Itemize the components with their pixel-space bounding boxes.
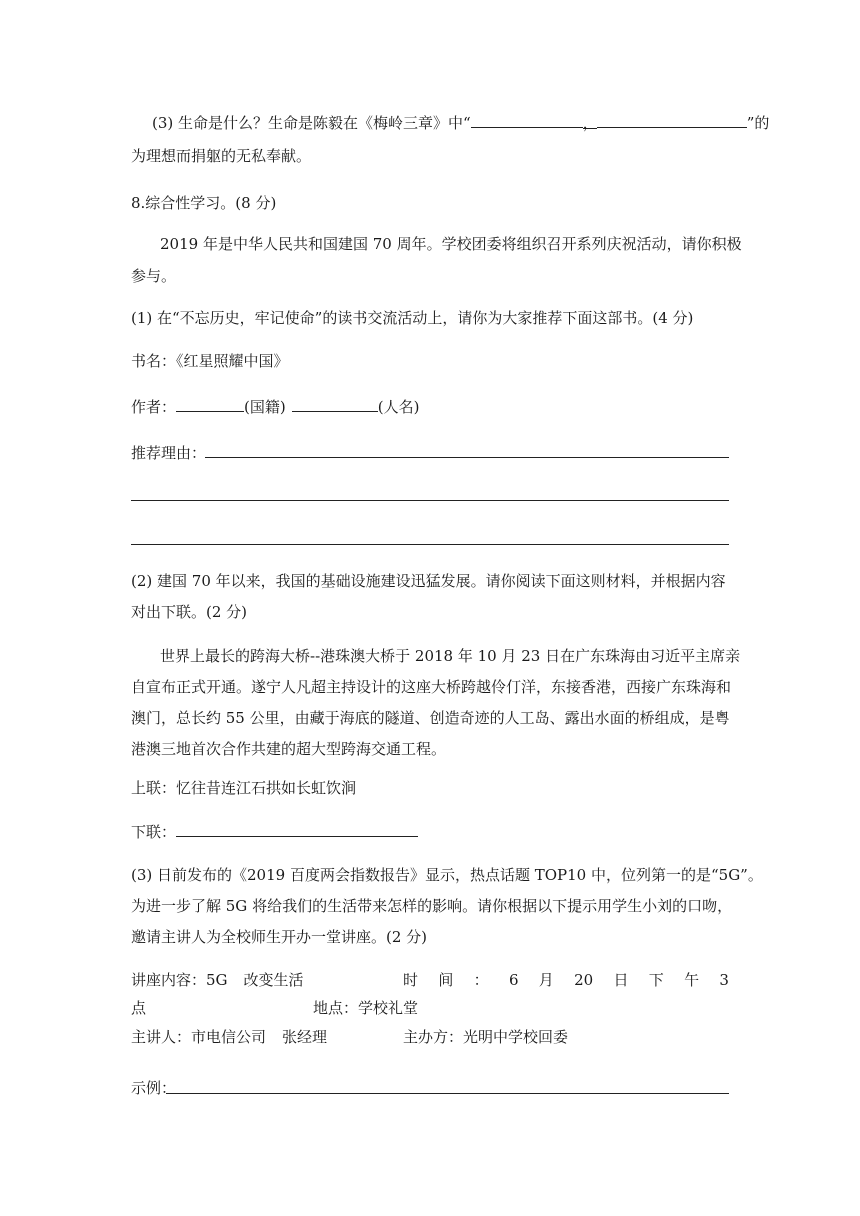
lower-couplet-blank[interactable] bbox=[176, 821, 418, 837]
time-token: 3 bbox=[719, 971, 729, 989]
time-token: 时 bbox=[403, 971, 419, 989]
time-token: 下 bbox=[648, 971, 664, 989]
q8-part3-prompt-line1: (3) 日前发布的《2019 百度两会指数报告》显示，热点话题 TOP10 中，位列第一的是“5G”。 bbox=[131, 866, 763, 884]
reason-label: 推荐理由： bbox=[131, 444, 207, 462]
passage-line2: 自宣布正式开通。遂宁人凡超主持设计的这座大桥跨越伶仃洋，东接香港，西接广东珠海和 bbox=[131, 678, 732, 696]
book-title: 书名：《红星照耀中国》 bbox=[131, 352, 289, 370]
speaker-label: 主讲人：市电信公司 bbox=[131, 1028, 267, 1046]
q7-3-prompt-end: ”的 bbox=[746, 114, 770, 132]
name-label: (人名) bbox=[377, 398, 420, 416]
time-token: 月 bbox=[538, 971, 554, 989]
reason-blank-3[interactable] bbox=[131, 544, 729, 545]
time-token: 20 bbox=[574, 971, 594, 989]
nationality-blank[interactable] bbox=[176, 396, 244, 412]
q8-heading: 8.综合性学习。(8 分) bbox=[131, 194, 277, 212]
author-label: 作者： bbox=[131, 398, 177, 416]
q8-part3-prompt-line2: 为进一步了解 5G 将给我们的生活带来怎样的影响。请你根据以下提示用学生小刘的口吻， bbox=[131, 897, 733, 915]
answer-blank-comma: ， bbox=[582, 114, 598, 132]
time-token: 午 bbox=[684, 971, 700, 989]
lecture-time-wrap: 点 bbox=[131, 999, 147, 1017]
lecture-content bbox=[131, 970, 304, 990]
q8-part2-prompt-line2: 对出下联。(2 分) bbox=[131, 603, 248, 621]
lecture-venue: 地点：学校礼堂 bbox=[313, 999, 419, 1017]
time-token: 6 bbox=[508, 971, 519, 989]
answer-blank-2[interactable] bbox=[597, 112, 747, 128]
q7-3-line1 bbox=[152, 112, 769, 133]
example-label: 示例： bbox=[131, 1079, 177, 1097]
reason-blank-1[interactable] bbox=[205, 457, 729, 458]
passage-line4: 港澳三地首次合作共建的超大型跨海交通工程。 bbox=[131, 740, 447, 758]
passage-line1: 世界上最长的跨海大桥--港珠澳大桥于 2018 年 10 月 23 日在广东珠海由习近平主席亲 bbox=[160, 647, 741, 665]
nationality-label: (国籍) bbox=[244, 398, 286, 416]
lecture-content-label: 讲座内容：5G bbox=[131, 971, 228, 989]
lower-couplet-label: 下联： bbox=[131, 823, 177, 841]
time-token: ： bbox=[473, 971, 489, 989]
q8-part2-prompt-line1: (2) 建国 70 年以来，我国的基础设施建设迅猛发展。请你阅读下面这则材料，并根据内容 bbox=[131, 572, 726, 590]
speaker-name: 张经理 bbox=[282, 1028, 328, 1046]
q8-part3-prompt-line3: 邀请主讲人为全校师生开办一堂讲座。(2 分) bbox=[131, 928, 428, 946]
time-token: 间 bbox=[438, 971, 454, 989]
q8-part1-prompt: (1) 在“不忘历史，牢记使命”的读书交流活动上，请你为大家推荐下面这部书。(4 分) bbox=[131, 309, 694, 327]
lecture-organizer: 主办方：光明中学校回委 bbox=[403, 1028, 569, 1046]
lecture-time bbox=[403, 970, 729, 990]
lower-couplet-line bbox=[131, 821, 418, 842]
upper-couplet: 上联：忆往昔连江石拱如长虹饮涧 bbox=[131, 779, 357, 797]
q7-3-line2: 为理想而捐躯的无私奉献。 bbox=[131, 147, 312, 165]
author-line bbox=[131, 396, 419, 417]
time-token: 日 bbox=[613, 971, 629, 989]
q8-intro-line2: 参与。 bbox=[131, 267, 177, 285]
lecture-speaker bbox=[131, 1027, 327, 1047]
q8-intro-line1: 2019 年是中华人民共和国建国 70 周年。学校团委将组织召开系列庆祝活动，请你积极 bbox=[160, 235, 742, 253]
reason-blank-2[interactable] bbox=[131, 500, 729, 501]
answer-blank-1[interactable] bbox=[471, 112, 583, 128]
example-answer-blank[interactable] bbox=[166, 1093, 729, 1094]
passage-line3: 澳门，总长约 55 公里，由藏于海底的隧道、创造奇迹的人工岛、露出水面的桥组成，是粤 bbox=[131, 709, 730, 727]
lecture-content-value: 改变生活 bbox=[243, 971, 304, 989]
q7-3-prompt-start: (3) 生命是什么？生命是陈毅在《梅岭三章》中“ bbox=[152, 114, 471, 132]
author-name-blank[interactable] bbox=[292, 396, 378, 412]
